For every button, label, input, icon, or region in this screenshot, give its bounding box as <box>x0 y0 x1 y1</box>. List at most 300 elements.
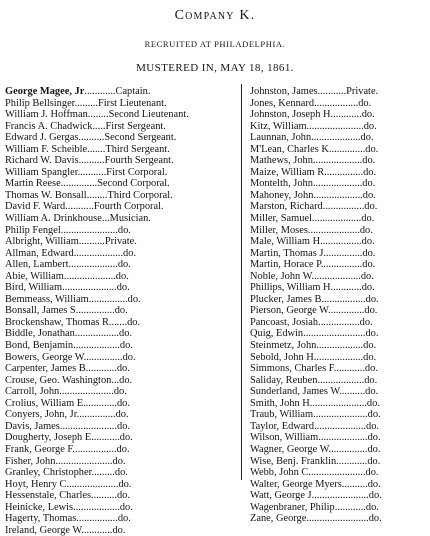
soldier-rank: do. <box>123 247 137 259</box>
soldier-name: Bird, William <box>5 282 63 294</box>
soldier-name: William F. Scheible <box>5 143 88 155</box>
soldier-name: Heinicke, Lewis <box>5 501 74 513</box>
soldier-rank: do. <box>116 397 130 409</box>
leader-dots: ........................ <box>303 328 366 340</box>
soldier-name: Simmons, Charles F <box>250 363 334 375</box>
leader-dots: ................... <box>313 189 363 201</box>
roster-entry <box>250 271 426 283</box>
soldier-rank: do. <box>368 513 382 525</box>
soldier-rank: do. <box>361 109 375 121</box>
soldier-name: Saliday, Reuben <box>250 374 318 386</box>
leader-dots: ........................ <box>306 513 369 525</box>
leader-dots: .................. <box>316 340 364 352</box>
soldier-name: David F. Ward <box>5 201 66 213</box>
soldier-name: Montelth, John <box>250 178 313 190</box>
roster-entry <box>250 363 426 375</box>
soldier-name: George Magee, Jr <box>5 86 85 97</box>
soldier-rank: do. <box>362 259 376 271</box>
soldier-name: Martin Reese <box>5 178 61 190</box>
soldier-name: Plucker, James B <box>250 293 322 305</box>
soldier-name: Walter, George Myers <box>250 478 342 490</box>
roster-entry <box>250 155 426 167</box>
soldier-rank: Second Corporal. <box>97 178 170 190</box>
soldier-rank: Second Lieutenant. <box>108 109 189 121</box>
soldier-rank: Fourth Corporal. <box>93 201 164 213</box>
leader-dots: ...................... <box>60 224 118 236</box>
soldier-name: Martin, Thomas J <box>250 247 324 259</box>
soldier-rank: Third Sergeant. <box>105 143 170 155</box>
soldier-name: Phillips, William H <box>250 282 331 294</box>
roster-entry <box>5 328 215 340</box>
soldier-rank: do. <box>361 236 375 248</box>
company-title: Company K. <box>174 8 256 23</box>
roster-entry <box>250 98 426 110</box>
leader-dots: .......... <box>91 490 117 502</box>
roster-entry <box>5 201 215 213</box>
soldier-name: Hagerty, Thomas <box>5 513 77 525</box>
soldier-rank: First Lieutenant. <box>97 97 167 109</box>
roster-entry <box>250 352 426 364</box>
roster-entry <box>5 363 215 375</box>
soldier-name: Bonsall, James S <box>5 305 76 317</box>
soldier-rank: do. <box>112 524 126 536</box>
leader-dots: ................ <box>320 236 362 248</box>
soldier-rank: do. <box>367 443 381 455</box>
soldier-name: Sunderland, James W <box>250 386 340 398</box>
leader-dots: ........ <box>86 189 108 201</box>
soldier-name: Richard W. Davis <box>5 155 79 167</box>
soldier-name: Pierson, George W <box>250 305 329 317</box>
right-roster-column <box>250 86 426 525</box>
soldier-name: Crolius, William E <box>5 397 84 409</box>
roster-entry <box>5 305 215 317</box>
leader-dots: ............ <box>85 363 117 375</box>
soldier-rank: do. <box>358 97 372 109</box>
soldier-name: Edward J. Gergas <box>5 132 79 144</box>
soldier-name: Johnston, Joseph H <box>250 109 331 121</box>
roster-entry <box>250 294 426 306</box>
soldier-rank: Fourth Sergeant. <box>104 155 174 167</box>
soldier-rank: do. <box>114 467 128 479</box>
roster-entry <box>5 121 215 133</box>
leader-dots: ............ <box>330 282 362 294</box>
leader-dots: ...................... <box>55 455 113 467</box>
soldier-rank: First Sergeant. <box>105 120 166 132</box>
roster-entry <box>250 213 426 225</box>
roster-entry <box>5 409 215 421</box>
leader-dots: ............... <box>83 351 123 363</box>
soldier-rank: do. <box>114 305 128 317</box>
leader-dots: ................... <box>311 132 361 144</box>
soldier-rank: do. <box>367 478 381 490</box>
roster-entry <box>5 86 215 98</box>
leader-dots: .............. <box>60 178 98 190</box>
soldier-rank: do. <box>116 363 130 375</box>
soldier-name: Wagenbraner, Philip <box>250 501 335 513</box>
leader-dots: ................ <box>76 513 118 525</box>
soldier-rank: do. <box>118 478 132 490</box>
leader-dots: ......... <box>74 97 98 109</box>
leader-dots: .................. <box>317 374 365 386</box>
roster-entry <box>250 121 426 133</box>
leader-dots: ..... <box>92 120 106 132</box>
soldier-rank: Private. <box>346 86 379 97</box>
roster-entry <box>250 109 426 121</box>
leader-dots: ................... <box>312 155 363 167</box>
soldier-rank: do. <box>364 363 378 375</box>
soldier-name: Carroll, John <box>5 386 60 398</box>
soldier-name: Jones, Kennard <box>250 97 315 109</box>
roster-entry <box>5 98 215 110</box>
soldier-rank: do. <box>127 293 141 305</box>
roster-entry <box>250 248 426 260</box>
soldier-rank: do. <box>364 305 378 317</box>
soldier-rank: do. <box>117 420 130 432</box>
soldier-name: Davis, James <box>5 420 60 432</box>
roster-entry <box>250 421 426 433</box>
leader-dots: ... <box>111 374 120 386</box>
soldier-rank: do. <box>365 467 379 479</box>
roster-entry <box>5 132 215 144</box>
soldier-rank: Captain. <box>115 86 151 97</box>
roster-entry <box>5 282 215 294</box>
leader-dots: .......... <box>341 478 368 490</box>
leader-dots: ................... <box>313 351 364 363</box>
soldier-rank: do. <box>119 432 133 444</box>
roster-entry <box>250 201 426 213</box>
soldier-rank: Musician. <box>109 213 151 225</box>
soldier-name: Carpenter, James B <box>5 363 86 375</box>
soldier-name: Smith, John H <box>250 397 310 409</box>
soldier-rank: do. <box>116 443 130 455</box>
soldier-name: Bond, Benjamin <box>5 340 74 352</box>
roster-entry <box>250 167 426 179</box>
leader-dots: ..................... <box>313 409 368 421</box>
roster-entry <box>250 386 426 398</box>
soldier-name: William J. Hoffman <box>5 109 88 121</box>
mustered-heading: MUSTERED IN, MAY 18, 1861. <box>136 62 294 74</box>
leader-dots: ........ <box>87 109 109 121</box>
soldier-name: Bowers, George W <box>5 351 84 363</box>
soldier-name: William A. Drinkhouse <box>5 213 102 225</box>
leader-dots: ........... <box>77 166 107 178</box>
soldier-rank: do. <box>362 178 376 190</box>
soldier-rank: do. <box>116 490 130 502</box>
leader-dots: ............... <box>323 247 363 259</box>
soldier-name: Miller, Moses <box>250 224 308 236</box>
soldier-name: Granley, Christopher <box>5 467 92 479</box>
soldier-name: Conyers, John, Jr <box>5 409 77 421</box>
roster-entry <box>250 86 426 98</box>
roster-entry <box>5 317 215 329</box>
soldier-rank: do. <box>117 513 131 525</box>
column-divider <box>241 84 242 480</box>
roster-entry <box>5 398 215 410</box>
roster-entry <box>250 282 426 294</box>
leader-dots: ............. <box>83 397 117 409</box>
soldier-name: Watt, George J <box>250 490 312 502</box>
soldier-name: Noble, John W <box>250 270 312 282</box>
roster-entry <box>5 490 215 502</box>
soldier-rank: do. <box>365 143 379 155</box>
soldier-rank: do. <box>119 340 133 352</box>
leader-dots: .............. <box>328 143 366 155</box>
leader-dots: ................... <box>68 259 118 271</box>
leader-dots: ........... <box>91 432 120 444</box>
soldier-name: M'Lean, Charles K <box>250 143 329 155</box>
leader-dots: ................. <box>321 293 366 305</box>
soldier-name: Johnston, James <box>250 86 318 97</box>
soldier-name: Pancoast, Josiah <box>250 316 319 328</box>
soldier-rank: do. <box>119 328 133 340</box>
leader-dots: ...................... <box>311 490 369 502</box>
soldier-name: William Spangler <box>5 166 78 178</box>
leader-dots: .............. <box>328 305 365 317</box>
soldier-name: Fisher, John <box>5 455 56 467</box>
leader-dots: ....... <box>87 143 106 155</box>
soldier-name: Thomas W. Bonsall <box>5 189 87 201</box>
soldier-name: Frank, George F <box>5 443 73 455</box>
leader-dots: ... <box>101 213 110 225</box>
leader-dots: ......... <box>91 467 115 479</box>
soldier-name: Webb, John C <box>250 467 309 479</box>
soldier-name: Sebold, John H <box>250 351 314 363</box>
soldier-name: Marston, Richard <box>250 201 323 213</box>
leader-dots: ................ <box>322 201 365 213</box>
roster-entry <box>5 294 215 306</box>
soldier-name: Mahoney, John <box>250 189 314 201</box>
soldier-rank: do. <box>363 166 377 178</box>
soldier-name: Wagner, George W <box>250 443 329 455</box>
soldier-rank: do. <box>359 224 373 236</box>
soldier-name: Taylor, Edward <box>250 420 315 432</box>
roster-entry <box>5 352 215 364</box>
soldier-name: Hessenstale, Charles <box>5 490 91 502</box>
roster-entry <box>5 271 215 283</box>
leader-dots: .......... <box>78 155 105 167</box>
leader-dots: .................. <box>73 501 120 513</box>
leader-dots: ................... <box>318 432 368 444</box>
soldier-rank: do. <box>367 432 381 444</box>
soldier-name: Bemmeass, William <box>5 293 89 305</box>
leader-dots: ............... <box>75 305 115 317</box>
leader-dots: ................... <box>311 270 361 282</box>
soldier-rank: Second Sergeant. <box>104 132 177 144</box>
soldier-name: Wilson, William <box>250 432 319 444</box>
roster-entry <box>5 190 215 202</box>
soldier-rank: do. <box>364 201 378 213</box>
soldier-rank: do. <box>363 351 377 363</box>
soldier-rank: do. <box>366 420 380 432</box>
soldier-name: Wise, Benj. Franklin <box>250 455 337 467</box>
leader-dots: ............ <box>336 455 368 467</box>
leader-dots: ...................... <box>59 420 117 432</box>
soldier-rank: do. <box>366 397 380 409</box>
leader-dots: ............ <box>84 86 116 97</box>
leader-dots: ...................... <box>306 120 364 132</box>
leader-dots: ................ <box>318 316 360 328</box>
leader-dots: ................... <box>73 247 124 259</box>
leader-dots: ............... <box>88 293 128 305</box>
left-roster-column <box>5 86 215 536</box>
soldier-rank: do. <box>112 455 126 467</box>
soldier-name: Dougherty, Joseph E <box>5 432 92 444</box>
leader-dots: ................... <box>312 178 363 190</box>
soldier-name: Miller, Samuel <box>250 213 312 225</box>
roster-entry <box>250 190 426 202</box>
soldier-rank: do. <box>367 409 381 421</box>
roster-entry <box>250 144 426 156</box>
leader-dots: .................... <box>63 270 116 282</box>
leader-dots: ............ <box>330 109 362 121</box>
roster-entry <box>5 109 215 121</box>
recruited-subtitle: RECRUITED AT PHILADELPHIA. <box>144 39 286 49</box>
roster-entry <box>5 167 215 179</box>
soldier-rank: do. <box>362 247 376 259</box>
soldier-name: Allen, Lambert <box>5 259 69 271</box>
roster-entry <box>5 421 215 433</box>
roster-entry <box>250 479 426 491</box>
soldier-rank: do. <box>115 270 129 282</box>
soldier-rank: do. <box>116 282 130 294</box>
leader-dots: ............ <box>334 501 366 513</box>
leader-dots: ....... <box>108 316 128 328</box>
soldier-rank: do. <box>117 224 131 236</box>
soldier-rank: First Corporal. <box>106 166 168 178</box>
soldier-name: Ireland, George W <box>5 524 82 536</box>
roster-entry <box>250 409 426 421</box>
leader-dots: .................... <box>307 224 360 236</box>
soldier-rank: do. <box>365 293 379 305</box>
roster-entry <box>250 467 426 479</box>
soldier-rank: do. <box>363 120 377 132</box>
roster-entry <box>5 225 215 237</box>
roster-entry <box>250 490 426 502</box>
leader-dots: .......... <box>78 132 105 144</box>
soldier-rank: do. <box>117 259 131 271</box>
soldier-name: Biddle, Jonathan <box>5 328 75 340</box>
roster-entry <box>5 155 215 167</box>
soldier-rank: do. <box>361 213 375 225</box>
soldier-name: Albright, William <box>5 236 79 248</box>
leader-dots: ............... <box>324 166 364 178</box>
soldier-rank: do. <box>365 386 379 398</box>
roster-entry <box>5 375 215 387</box>
roster-entry <box>5 144 215 156</box>
leader-dots: ..................... <box>62 282 117 294</box>
soldier-rank: do. <box>362 155 376 167</box>
soldier-rank: do. <box>365 501 379 513</box>
leader-dots: .......... <box>339 386 366 398</box>
roster-entry <box>5 259 215 271</box>
roster-entry <box>250 432 426 444</box>
soldier-name: Mathews, John <box>250 155 313 167</box>
soldier-name: Male, William H <box>250 236 321 248</box>
soldier-rank: do. <box>361 282 375 294</box>
leader-dots: ............... <box>328 443 368 455</box>
roster-entry <box>250 178 426 190</box>
soldier-name: Kitz, William <box>250 120 307 132</box>
leader-dots: ........... <box>317 86 347 97</box>
leader-dots: .................. <box>73 340 120 352</box>
roster-entry <box>250 444 426 456</box>
roster-entry <box>250 340 426 352</box>
leader-dots: ...................... <box>309 397 367 409</box>
soldier-name: Allman, Edward <box>5 247 74 259</box>
roster-entry <box>250 236 426 248</box>
leader-dots: ............... <box>76 409 116 421</box>
soldier-rank: do. <box>127 316 141 328</box>
soldier-name: Hoyt, Henry C <box>5 478 67 490</box>
roster-entry <box>250 328 426 340</box>
soldier-name: Quig, Edwin <box>250 328 304 340</box>
soldier-name: Steinmetz, John <box>250 340 317 352</box>
soldier-rank: do. <box>367 455 381 467</box>
soldier-rank: do. <box>119 501 133 513</box>
leader-dots: ................. <box>72 443 117 455</box>
roster-entry <box>5 456 215 468</box>
soldier-name: Philip Fengel <box>5 224 61 236</box>
soldier-rank: Third Corporal. <box>107 189 173 201</box>
roster-entry <box>5 525 215 536</box>
soldier-rank: Private. <box>104 236 137 248</box>
roster-entry <box>5 432 215 444</box>
soldier-rank: do. <box>360 270 374 282</box>
soldier-rank: do. <box>362 189 376 201</box>
roster-entry <box>250 317 426 329</box>
roster-entry <box>5 213 215 225</box>
soldier-name: Francis A. Chadwick <box>5 120 93 132</box>
leader-dots: ................. <box>74 328 120 340</box>
soldier-rank: do. <box>360 132 374 144</box>
soldier-rank: do. <box>115 409 129 421</box>
soldier-rank: do. <box>122 351 136 363</box>
roster-entry <box>5 248 215 260</box>
soldier-rank: do. <box>368 490 382 502</box>
roster-entry <box>5 502 215 514</box>
roster-entry <box>5 513 215 525</box>
roster-entry <box>250 513 426 525</box>
roster-entry <box>250 259 426 271</box>
leader-dots: ........... <box>65 201 94 213</box>
roster-entry <box>250 305 426 317</box>
roster-entry <box>250 132 426 144</box>
leader-dots: .................... <box>66 478 119 490</box>
roster-entry <box>250 398 426 410</box>
soldier-name: Crouse, Geo. Washington <box>5 374 112 386</box>
leader-dots: ................... <box>311 213 362 225</box>
soldier-rank: do. <box>363 340 377 352</box>
soldier-rank: do. <box>359 316 373 328</box>
roster-entry <box>5 386 215 398</box>
leader-dots: ..................... <box>59 386 114 398</box>
roster-entry <box>5 178 215 190</box>
soldier-rank: do. <box>365 328 379 340</box>
roster-entry <box>250 456 426 468</box>
roster-entry <box>5 444 215 456</box>
leader-dots: ............ <box>81 524 113 536</box>
leader-dots: .................... <box>314 420 367 432</box>
roster-entry <box>250 375 426 387</box>
soldier-name: Abie, William <box>5 270 64 282</box>
leader-dots: ................. <box>314 97 359 109</box>
leader-dots: ............ <box>333 363 365 375</box>
roster-entry <box>5 479 215 491</box>
soldier-rank: do. <box>113 386 127 398</box>
roster-entry <box>5 340 215 352</box>
soldier-name: Philip Bellsinger <box>5 97 75 109</box>
leader-dots: ...................... <box>308 467 366 479</box>
